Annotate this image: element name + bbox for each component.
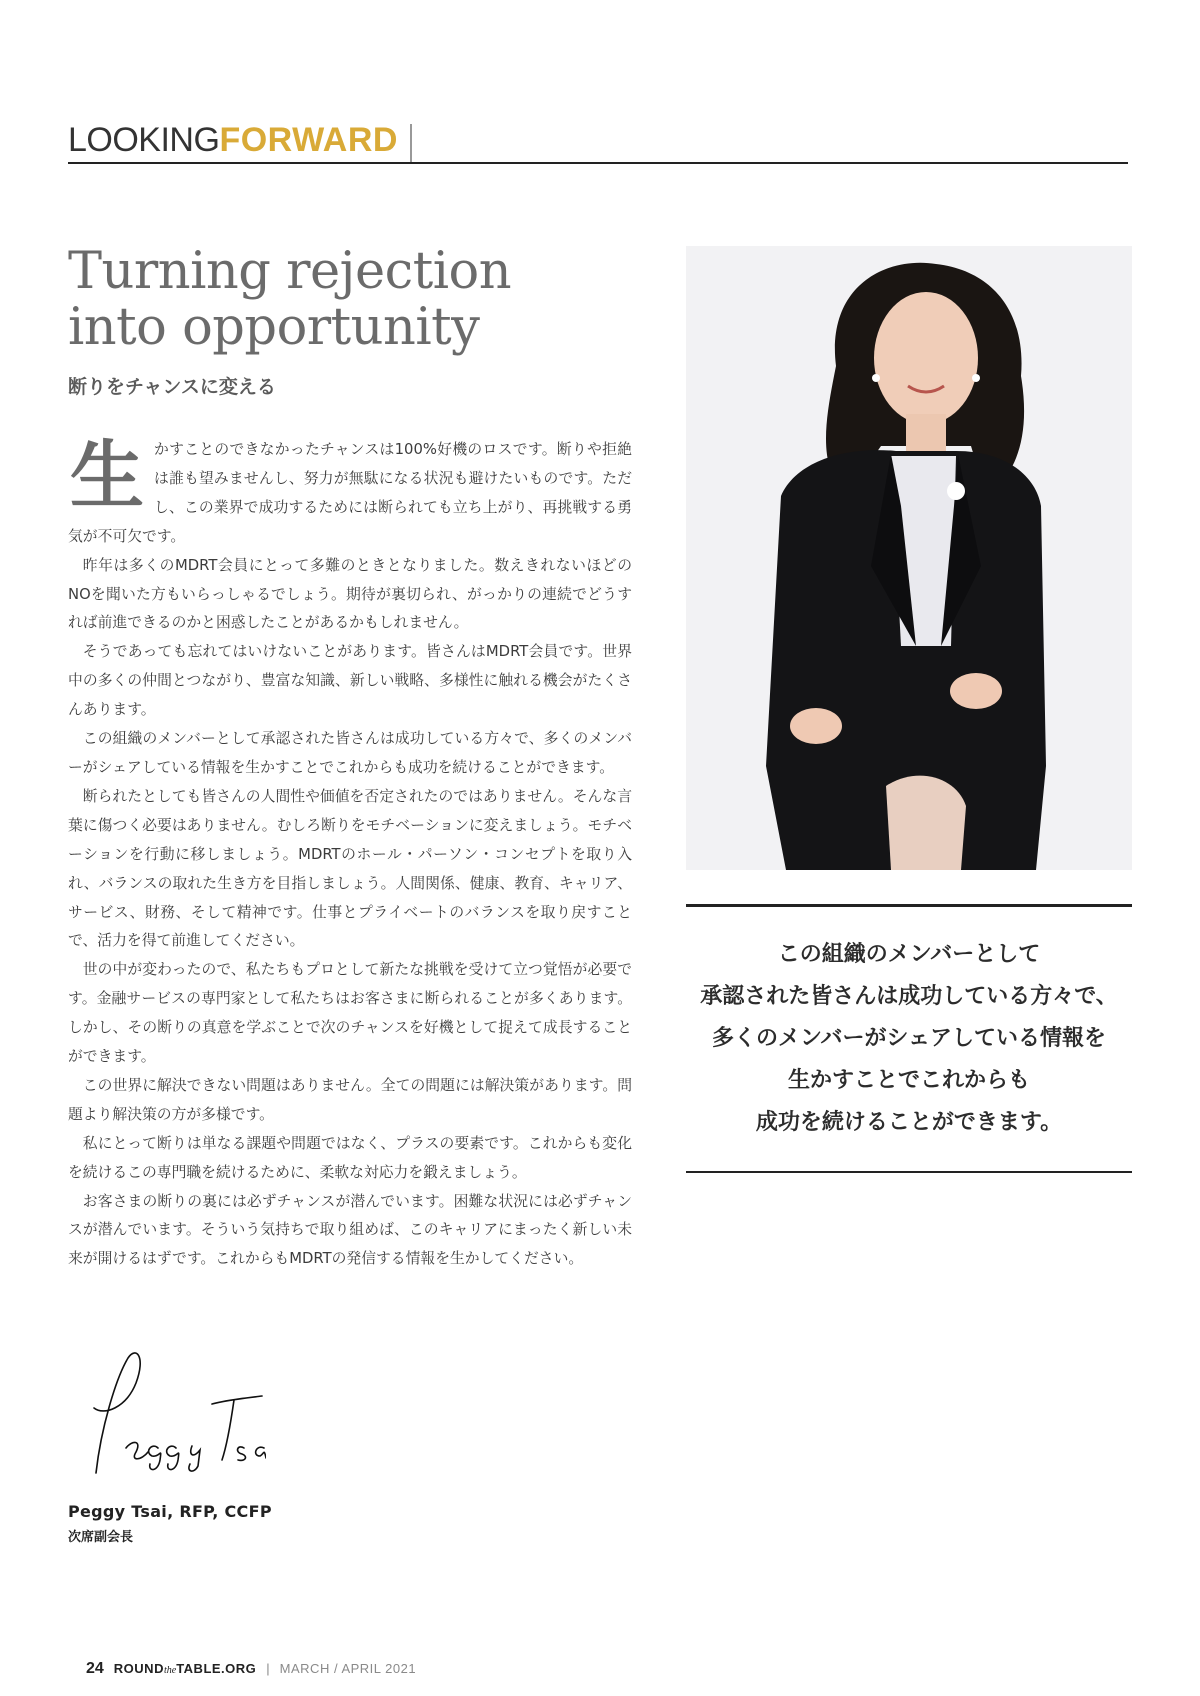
section-header [68, 118, 1128, 164]
pull-quote-line: 多くのメンバーがシェアしている情報を [711, 1026, 1107, 1051]
article-subtitle: 断りをチャンスに変える [68, 376, 276, 398]
body-paragraph [68, 433, 632, 552]
body-paragraph: そうであっても忘れてはいけないことがあります。皆さんはMDRT会員です。世界中の多くの仲間とつながり、豊富な知識、新しい戦略、多様性に触れる機会がたくさんあります。 [68, 643, 632, 719]
author-portrait-photo [686, 246, 1132, 870]
body-paragraph: 昨年は多くのMDRT会員にとって多難のときとなりました。数えきれないほどのNOを聞いた方もいらっしゃるでしょう。期待が裏切られ、がっかりの連続でどうすれば前進できるのかと困惑したことがあるかもしれません。 [68, 556, 632, 632]
author-role: 次席副会長 [68, 1530, 134, 1545]
footer-separator: | [266, 1661, 270, 1676]
article-title [68, 244, 628, 356]
article-body [68, 433, 632, 1274]
footer-brand-the: the [163, 1665, 177, 1676]
pull-quote [686, 904, 1132, 1173]
pull-quote-line: 成功を続けることができます。 [755, 1110, 1063, 1135]
page-footer [86, 1660, 416, 1678]
body-paragraph: 世の中が変わったので、私たちもプロとして新たな挑戦を受けて立つ覚悟が必要です。金融サービスの専門家として私たちはお客さまに断られることが多くあります。しかし、その断りの真意を学ぶことで次のチャンスを好機として捉えて成長することができます。 [68, 961, 632, 1066]
pull-quote-line: 生かすことでこれからも [787, 1068, 1030, 1093]
header-divider [410, 124, 412, 162]
article-title-line-2: into opportunity [68, 298, 480, 357]
body-paragraph: この組織のメンバーとして承認された皆さんは成功している方々で、多くのメンバーがシェアしている情報を生かすことでこれからも成功を続けることができます。 [68, 730, 632, 776]
pull-quote-line: この組織のメンバーとして [777, 942, 1041, 967]
issue-date: MARCH / APRIL 2021 [279, 1661, 417, 1676]
paragraph-text: かすことのできなかったチャンスは100%好機のロスです。断りや拒絶は誰も望みませんし、努力が無駄になる状況も避けたいものです。ただし、この業界で成功するためには断られても立ち上がり、再挑戦する勇気が不可欠です。 [68, 441, 632, 545]
body-paragraph: お客さまの断りの裏には必ずチャンスが潜んでいます。困難な状況には必ずチャンスが潜んでいます。そういう気持ちで取り組めば、このキャリアにまったく新しい未来が開けるはずです。これからもMDRTの発信する情報を生かしてください。 [68, 1192, 632, 1268]
footer-brand-table: TABLE.ORG [176, 1661, 257, 1676]
body-paragraph: 断られたとしても皆さんの人間性や価値を否定されたのではありません。そんな言葉に傷つく必要はありません。むしろ断りをモチベーションに変えましょう。モチベーションを行動に移しましょう。MDRTのホール・パーソン・コンセプトを取り入れ、バランスの取れた生き方を目指しましょう。人間関係、健康、教育、キャリア、サービス、財務、そして精神です。仕事とプライベートのバランスを取り戻すことで、活力を得て前進してください。 [68, 787, 632, 950]
page-number: 24 [86, 1660, 104, 1677]
pull-quote-line: 承認された皆さんは成功している方々で、 [700, 984, 1118, 1009]
drop-cap: 生 [70, 433, 144, 519]
body-paragraph: この世界に解決できない問題はありません。全ての問題には解決策があります。問題より解決策の方が多様です。 [68, 1076, 632, 1123]
section-label-looking: LOOKING [68, 121, 220, 159]
body-paragraph: 私にとって断りは単なる課題や問題ではなく、プラスの要素です。これからも変化を続けるこの専門職を続けるために、柔軟な対応力を鍛えましょう。 [68, 1134, 632, 1181]
handwritten-signature [66, 1348, 266, 1478]
section-label-forward: FORWARD [219, 121, 398, 159]
footer-brand-round: ROUND [113, 1661, 164, 1676]
article-title-line-1: Turning rejection [68, 242, 512, 301]
author-name: Peggy Tsai, RFP, CCFP [68, 1502, 272, 1521]
